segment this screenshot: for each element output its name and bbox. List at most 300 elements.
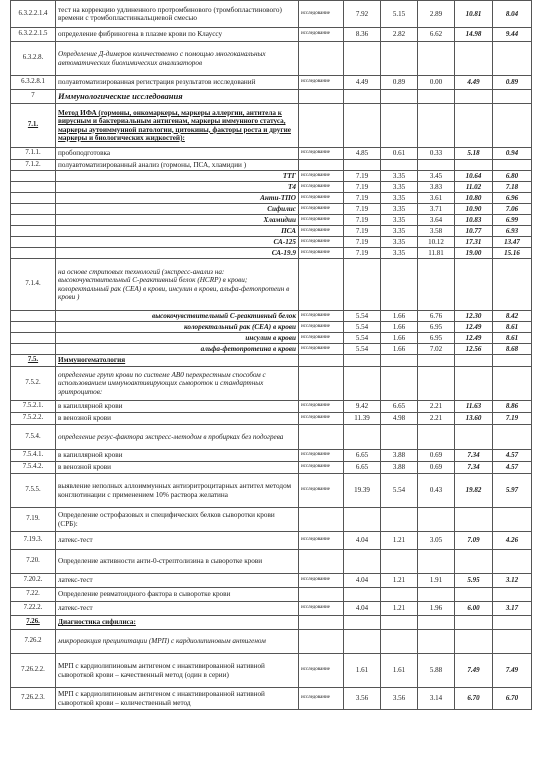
table-row: [11, 425, 532, 450]
row-value-2: 3.88: [381, 462, 418, 474]
row-value-4: [455, 42, 493, 76]
row-unit: [299, 90, 344, 104]
row-name: ПСА: [56, 226, 299, 237]
row-value-4: [455, 367, 493, 401]
row-value-2: 2.82: [381, 28, 418, 42]
row-value-3: [418, 425, 455, 450]
row-value-5: 15.16: [493, 248, 532, 259]
row-value-1: [344, 160, 381, 171]
table-row: [11, 237, 532, 248]
row-unit: исследование: [299, 333, 344, 344]
row-value-4: 7.49: [455, 654, 493, 688]
row-value-1: [344, 104, 381, 148]
row-unit: исследование: [299, 215, 344, 226]
row-value-1: 5.54: [344, 311, 381, 322]
row-value-3: 2.21: [418, 401, 455, 413]
row-value-4: 6.70: [455, 688, 493, 710]
row-unit: [299, 588, 344, 602]
row-value-1: [344, 588, 381, 602]
row-code: [11, 193, 56, 204]
row-value-3: 2.89: [418, 1, 455, 28]
row-value-5: [493, 508, 532, 532]
row-value-4: 14.98: [455, 28, 493, 42]
row-value-2: 1.66: [381, 333, 418, 344]
row-value-4: 5.18: [455, 148, 493, 160]
row-value-3: 3.45: [418, 171, 455, 182]
table-row: [11, 550, 532, 574]
row-value-1: 7.19: [344, 237, 381, 248]
row-name: колоректальный рак (CEA) в крови: [56, 322, 299, 333]
row-value-4: [455, 425, 493, 450]
row-value-5: [493, 367, 532, 401]
row-name: определение фибриногена в плазме крови по Клауссу: [56, 28, 299, 42]
row-unit: исследование: [299, 148, 344, 160]
row-unit: исследование: [299, 182, 344, 193]
row-value-4: 19.00: [455, 248, 493, 259]
row-value-1: [344, 259, 381, 311]
table-row: [11, 311, 532, 322]
row-value-1: 7.19: [344, 182, 381, 193]
row-name: высокочувствительный С-реактивный белок: [56, 311, 299, 322]
row-name: на основе стриповых технологий (экспресс-анализ на: высокочувствительный С-реактивный белок (HCRP) в крови; колоректальный рак (CEA) в крови, инсулин в крови, альфа-фетопротеин в крови ): [56, 259, 299, 311]
row-name: латекс-тест: [56, 574, 299, 588]
row-value-4: [455, 616, 493, 630]
row-code: [11, 311, 56, 322]
row-value-3: [418, 367, 455, 401]
row-unit: [299, 42, 344, 76]
row-value-3: [418, 90, 455, 104]
row-value-2: 5.54: [381, 474, 418, 508]
row-value-3: 0.69: [418, 462, 455, 474]
row-unit: исследование: [299, 474, 344, 508]
row-code: [11, 248, 56, 259]
row-name: выявление неполных аллоиммунных антиэритроцитарных антител методом конглютинации с применением 10% раствора желатина: [56, 474, 299, 508]
row-unit: исследование: [299, 574, 344, 588]
row-value-3: 11.81: [418, 248, 455, 259]
table-row: [11, 574, 532, 588]
row-name: СА-19.9: [56, 248, 299, 259]
row-value-1: 4.49: [344, 76, 381, 90]
row-value-5: 8.86: [493, 401, 532, 413]
row-value-5: [493, 104, 532, 148]
table-row: [11, 104, 532, 148]
row-unit: исследование: [299, 654, 344, 688]
row-value-5: 6.96: [493, 193, 532, 204]
row-value-3: 3.58: [418, 226, 455, 237]
row-value-2: [381, 425, 418, 450]
row-value-2: 1.61: [381, 654, 418, 688]
row-value-3: [418, 259, 455, 311]
table-row: [11, 28, 532, 42]
row-name: альфа-фетопротеина в крови: [56, 344, 299, 355]
table-row: [11, 355, 532, 367]
row-value-3: [418, 355, 455, 367]
row-value-1: 6.65: [344, 462, 381, 474]
row-code: 7.26.2: [11, 630, 56, 654]
row-value-5: 8.61: [493, 333, 532, 344]
row-code: [11, 344, 56, 355]
row-value-1: [344, 355, 381, 367]
row-value-2: [381, 588, 418, 602]
table-row: [11, 193, 532, 204]
row-value-3: 0.43: [418, 474, 455, 508]
row-value-5: 8.42: [493, 311, 532, 322]
row-name: в венозной крови: [56, 462, 299, 474]
row-value-2: 4.98: [381, 413, 418, 425]
row-value-1: 4.04: [344, 532, 381, 550]
row-value-4: 7.34: [455, 462, 493, 474]
row-name: Определение активности анти-0-стрептолизина в сыворотке крови: [56, 550, 299, 574]
table-row: [11, 602, 532, 616]
row-value-4: 10.90: [455, 204, 493, 215]
row-name: Сифилис: [56, 204, 299, 215]
row-code: 7.22.2.: [11, 602, 56, 616]
row-code: 7.26.: [11, 616, 56, 630]
row-value-2: 3.35: [381, 171, 418, 182]
row-value-1: 4.04: [344, 574, 381, 588]
row-name: Определение ревматоидного фактора в сыворотке крови: [56, 588, 299, 602]
row-value-4: 13.60: [455, 413, 493, 425]
row-value-3: 1.96: [418, 602, 455, 616]
row-name: определение резус-фактора экспресс-методом в пробирках без подогрева: [56, 425, 299, 450]
table-row: [11, 322, 532, 333]
row-value-4: [455, 630, 493, 654]
row-value-2: 3.35: [381, 215, 418, 226]
row-unit: исследование: [299, 688, 344, 710]
row-value-5: 6.70: [493, 688, 532, 710]
row-value-3: 10.12: [418, 237, 455, 248]
table-row: [11, 215, 532, 226]
table-row: [11, 688, 532, 710]
row-value-4: 4.49: [455, 76, 493, 90]
table-row: [11, 90, 532, 104]
row-value-2: [381, 104, 418, 148]
row-unit: исследование: [299, 226, 344, 237]
row-code: [11, 226, 56, 237]
row-code: 7.5.4.1.: [11, 450, 56, 462]
row-unit: исследование: [299, 532, 344, 550]
row-value-3: 5.88: [418, 654, 455, 688]
row-code: [11, 204, 56, 215]
row-name: тест на коррекцию удлиненного протромбинового (тромбопластинового) времени с тромбопластинкальциевой смесью: [56, 1, 299, 28]
table-row: [11, 76, 532, 90]
row-name: Хламидии: [56, 215, 299, 226]
row-value-1: 7.19: [344, 215, 381, 226]
row-unit: исследование: [299, 311, 344, 322]
row-value-3: 0.33: [418, 148, 455, 160]
row-value-1: 7.19: [344, 226, 381, 237]
row-value-2: 3.35: [381, 248, 418, 259]
row-value-1: 19.39: [344, 474, 381, 508]
row-code: 7.26.2.2.: [11, 654, 56, 688]
row-value-1: 7.92: [344, 1, 381, 28]
row-value-4: 12.30: [455, 311, 493, 322]
row-value-3: 1.91: [418, 574, 455, 588]
row-code: 6.3.2.8.1: [11, 76, 56, 90]
row-value-4: [455, 550, 493, 574]
row-unit: [299, 508, 344, 532]
row-value-1: 11.39: [344, 413, 381, 425]
row-value-5: 5.97: [493, 474, 532, 508]
row-value-5: 7.49: [493, 654, 532, 688]
row-value-4: 10.83: [455, 215, 493, 226]
row-value-2: 1.21: [381, 574, 418, 588]
row-value-3: 3.05: [418, 532, 455, 550]
row-value-2: 1.66: [381, 344, 418, 355]
row-name: латекс-тест: [56, 532, 299, 550]
row-value-1: [344, 425, 381, 450]
row-value-3: 6.62: [418, 28, 455, 42]
row-value-4: [455, 90, 493, 104]
row-value-3: [418, 160, 455, 171]
row-value-2: 0.89: [381, 76, 418, 90]
row-value-2: 1.66: [381, 311, 418, 322]
table-row: [11, 654, 532, 688]
row-name: в венозной крови: [56, 413, 299, 425]
row-value-5: [493, 588, 532, 602]
row-code: 7: [11, 90, 56, 104]
row-name: в капиллярной крови: [56, 401, 299, 413]
table-row: [11, 474, 532, 508]
row-value-5: 8.61: [493, 322, 532, 333]
row-code: 7.26.2.3.: [11, 688, 56, 710]
row-code: 7.5.2.: [11, 367, 56, 401]
table-body: [11, 1, 532, 710]
row-unit: исследование: [299, 413, 344, 425]
row-unit: исследование: [299, 344, 344, 355]
row-value-5: 6.93: [493, 226, 532, 237]
row-name: СА-125: [56, 237, 299, 248]
table-row: [11, 450, 532, 462]
row-code: [11, 237, 56, 248]
row-code: 6.3.2.8.: [11, 42, 56, 76]
row-value-2: [381, 616, 418, 630]
row-value-3: 3.71: [418, 204, 455, 215]
row-name: Иммунологические исследования: [56, 90, 299, 104]
table-row: [11, 171, 532, 182]
row-value-1: 7.19: [344, 248, 381, 259]
row-value-4: [455, 104, 493, 148]
row-value-5: 7.06: [493, 204, 532, 215]
table-row: [11, 344, 532, 355]
table-row: [11, 148, 532, 160]
row-value-2: [381, 42, 418, 76]
row-value-1: [344, 550, 381, 574]
row-unit: исследование: [299, 401, 344, 413]
row-value-4: [455, 259, 493, 311]
table-row: [11, 630, 532, 654]
row-value-1: 6.65: [344, 450, 381, 462]
row-value-5: 4.57: [493, 462, 532, 474]
row-unit: исследование: [299, 1, 344, 28]
row-value-5: 13.47: [493, 237, 532, 248]
row-unit: [299, 616, 344, 630]
row-code: 7.19.3.: [11, 532, 56, 550]
row-code: [11, 333, 56, 344]
row-value-3: 3.61: [418, 193, 455, 204]
row-unit: [299, 160, 344, 171]
row-value-3: 3.14: [418, 688, 455, 710]
row-code: 7.5.5.: [11, 474, 56, 508]
row-name: Метод ИФА (гормоны, онкомаркеры, маркеры аллергии, антитела к вирусным и бактериальным антигенам, маркеры иммунного статуса, маркеры аутоиммунной патологии, цитокины, факторы роста и другие маркеры и биологических жидкостей):: [56, 104, 299, 148]
row-value-4: 7.09: [455, 532, 493, 550]
table-row: [11, 333, 532, 344]
row-value-5: [493, 550, 532, 574]
row-value-1: [344, 90, 381, 104]
row-value-5: [493, 630, 532, 654]
row-value-1: 5.54: [344, 322, 381, 333]
row-value-1: 5.54: [344, 344, 381, 355]
row-value-2: 3.35: [381, 226, 418, 237]
row-value-1: 7.19: [344, 193, 381, 204]
row-value-1: [344, 630, 381, 654]
row-unit: исследование: [299, 28, 344, 42]
row-code: 7.1.4.: [11, 259, 56, 311]
row-value-4: 10.80: [455, 193, 493, 204]
row-value-4: 12.49: [455, 322, 493, 333]
row-code: 7.19.: [11, 508, 56, 532]
row-value-2: [381, 508, 418, 532]
row-value-4: 10.77: [455, 226, 493, 237]
table-row: [11, 401, 532, 413]
row-value-2: 3.35: [381, 182, 418, 193]
table-row: [11, 367, 532, 401]
row-value-2: [381, 259, 418, 311]
row-value-4: 5.95: [455, 574, 493, 588]
row-value-2: 1.21: [381, 602, 418, 616]
row-value-2: [381, 550, 418, 574]
row-value-2: 1.66: [381, 322, 418, 333]
row-code: 7.20.2.: [11, 574, 56, 588]
row-value-3: [418, 42, 455, 76]
row-value-4: 12.56: [455, 344, 493, 355]
row-code: 7.5.4.2.: [11, 462, 56, 474]
table-row: [11, 182, 532, 193]
row-value-5: 7.18: [493, 182, 532, 193]
row-value-4: 17.31: [455, 237, 493, 248]
row-value-2: [381, 160, 418, 171]
row-value-4: [455, 160, 493, 171]
row-value-2: 1.21: [381, 532, 418, 550]
row-value-5: [493, 42, 532, 76]
row-value-1: 1.61: [344, 654, 381, 688]
row-unit: исследование: [299, 450, 344, 462]
row-value-2: [381, 630, 418, 654]
row-unit: [299, 104, 344, 148]
row-value-1: 7.19: [344, 171, 381, 182]
row-unit: [299, 425, 344, 450]
row-name: в капиллярной крови: [56, 450, 299, 462]
row-value-5: 3.17: [493, 602, 532, 616]
table-row: [11, 616, 532, 630]
table-row: [11, 588, 532, 602]
row-value-2: 3.35: [381, 204, 418, 215]
row-value-5: 6.99: [493, 215, 532, 226]
row-unit: [299, 630, 344, 654]
row-value-3: [418, 588, 455, 602]
row-value-2: 0.61: [381, 148, 418, 160]
row-name: инсулин в крови: [56, 333, 299, 344]
table-row: [11, 204, 532, 215]
row-value-5: [493, 90, 532, 104]
row-code: 7.1.1.: [11, 148, 56, 160]
row-code: 7.20.: [11, 550, 56, 574]
row-value-2: [381, 367, 418, 401]
row-value-3: [418, 550, 455, 574]
table-row: [11, 42, 532, 76]
row-value-3: 6.76: [418, 311, 455, 322]
table-row: [11, 1, 532, 28]
row-code: 7.5.4.: [11, 425, 56, 450]
row-code: 6.3.2.2.1.5: [11, 28, 56, 42]
tariff-table: [10, 0, 532, 710]
row-unit: исследование: [299, 322, 344, 333]
row-value-1: 9.42: [344, 401, 381, 413]
row-value-2: [381, 90, 418, 104]
row-value-5: [493, 160, 532, 171]
row-value-3: 0.00: [418, 76, 455, 90]
row-value-3: 6.95: [418, 333, 455, 344]
row-value-1: 7.19: [344, 204, 381, 215]
row-unit: исследование: [299, 171, 344, 182]
row-name: полуавтоматизированная регистрация результатов исследований: [56, 76, 299, 90]
row-value-5: 8.04: [493, 1, 532, 28]
row-value-4: 19.82: [455, 474, 493, 508]
row-code: [11, 322, 56, 333]
row-name: МРП с кардиолипиновым антигеном с инактивированной нативной сывороткой крови – качественный метод (один в серии): [56, 654, 299, 688]
row-name: Т4: [56, 182, 299, 193]
row-value-4: 12.49: [455, 333, 493, 344]
row-code: 7.5.: [11, 355, 56, 367]
row-value-4: 11.63: [455, 401, 493, 413]
row-code: 7.22.: [11, 588, 56, 602]
row-unit: исследование: [299, 462, 344, 474]
row-value-4: 10.64: [455, 171, 493, 182]
row-unit: исследование: [299, 602, 344, 616]
row-value-5: 8.68: [493, 344, 532, 355]
row-value-5: 7.19: [493, 413, 532, 425]
table-row: [11, 248, 532, 259]
row-value-5: 9.44: [493, 28, 532, 42]
row-value-5: 0.89: [493, 76, 532, 90]
row-name: Анти-ТПО: [56, 193, 299, 204]
row-value-2: 3.35: [381, 193, 418, 204]
row-code: 7.5.2.2.: [11, 413, 56, 425]
row-value-1: 5.54: [344, 333, 381, 344]
row-value-5: 0.94: [493, 148, 532, 160]
row-code: 6.3.2.2.1.4: [11, 1, 56, 28]
row-code: 7.1.: [11, 104, 56, 148]
row-name: Определение Д-димеров количественно с помощью многоканальных автоматических биохимических анализаторов: [56, 42, 299, 76]
row-unit: [299, 367, 344, 401]
row-value-5: [493, 355, 532, 367]
row-name: пробоподготовка: [56, 148, 299, 160]
row-value-3: 7.02: [418, 344, 455, 355]
row-value-2: [381, 355, 418, 367]
row-value-1: [344, 616, 381, 630]
row-value-5: [493, 425, 532, 450]
row-name: Определение острофазовых и специфических белков сыворотки крови (СРБ):: [56, 508, 299, 532]
row-value-5: [493, 259, 532, 311]
row-value-2: 3.35: [381, 237, 418, 248]
row-code: 7.5.2.1.: [11, 401, 56, 413]
row-name: латекс-тест: [56, 602, 299, 616]
table-row: [11, 226, 532, 237]
row-value-1: [344, 42, 381, 76]
row-value-3: 0.69: [418, 450, 455, 462]
row-value-5: [493, 616, 532, 630]
row-value-1: 4.85: [344, 148, 381, 160]
